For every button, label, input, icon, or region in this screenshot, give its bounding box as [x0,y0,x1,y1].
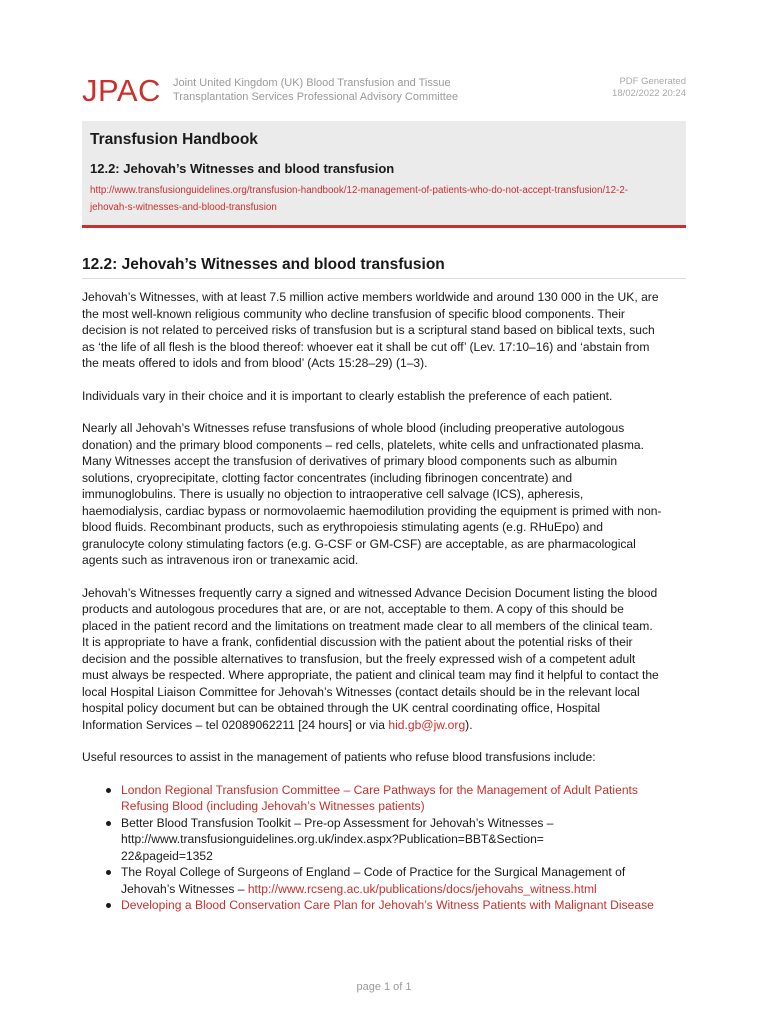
text-fragment: ). [465,717,473,732]
text-line: agents such as intravenous iron or tranexamic acid. [82,553,359,567]
resource-link-line[interactable]: London Regional Transfusion Committee – Care Pathways for the Management of Adult Patients [121,782,638,797]
text-line: Useful resources to assist in the management of patients who refuse blood transfusions include: [82,750,596,764]
org-line: Transplantation Services Professional Advisory Committee [173,91,459,103]
paragraph-5 [82,749,686,766]
generated-label: PDF Generated [619,76,686,87]
paragraph-2 [82,388,686,405]
text-line: Individuals vary in their choice and it is important to clearly establish the preference of each patient. [82,388,613,403]
text-line: decision and the possible alternatives to transfusion, but the freely expressed wish of a competent adult [82,651,636,666]
text-line: as ‘the life of all flesh is the blood thereof: whoever eat it shall be cut off’ (Lev. 17:10–16) and ‘abstain from [82,339,650,354]
resource-item-rcs-england [82,864,686,897]
page-number: page 1 of 1 [356,981,412,993]
text-line: Nearly all Jehovah’s Witnesses refuse transfusions of whole blood (including preoperative autologous [82,421,625,435]
chapter-subtitle: 12.2: Jehovah’s Witnesses and blood transfusion [90,161,395,176]
text-line: must always be respected. Where appropriate, the patient and clinical team may find it helpful to contact the [82,668,659,682]
generated-date: 18/02/2022 20:24 [612,87,686,99]
text-line: the meats offered to idols and from blood’ (Acts 15:28–29) (1–3). [82,356,428,370]
paragraph-3 [82,420,686,569]
text-line: the most well-known religious community who decline transfusion of specific blood components. Their [82,306,625,321]
text-fragment: Jehovah’s Witnesses – [121,881,248,896]
pdf-generated-info [612,76,686,99]
text-fragment: Information Services – tel 02089062211 [24 hours] or via [82,717,389,732]
organization-name [173,76,503,104]
page-header [82,72,686,112]
url-line[interactable]: jehovah-s-witnesses-and-blood-transfusion [90,201,277,213]
text-line: solutions, cryoprecipitate, clotting factor concentrates (including fibrinogen concentrate) and [82,470,573,485]
text-line: haemodialysis, cardiac bypass or normovolaemic haemodilution providing the equipment is primed with non- [82,503,662,518]
text-line: decision is not related to perceived risks of transfusion but is a scriptural stand based on biblical texts, such [82,323,655,337]
jpac-logo: JPAC [82,73,161,108]
resource-text-line: Better Blood Transfusion Toolkit – Pre-op Assessment for Jehovah’s Witnesses – [121,815,554,830]
email-link[interactable]: hid.gb@jw.org [388,717,466,732]
text-line: placed in the patient record and the limitations on treatment made clear to all members of the clinical team. [82,618,653,633]
text-line: immunoglobulins. There is usually no objection to intraoperative cell salvage (ICS), apheresis, [82,487,584,501]
text-line-with-email [82,717,686,734]
resource-item-bbt-toolkit [82,815,686,865]
text-line: hospital policy document but can be obtained through the UK central coordinating office, Hospital [82,701,601,715]
paragraph-1 [82,289,686,372]
text-line: blood fluids. Recombinant products, such as erythropoiesis stimulating agents (e.g. RHuEpo) and [82,520,603,534]
resource-link-line[interactable]: Developing a Blood Conservation Care Plan for Jehovah’s Witness Patients with Malignant Disease [121,898,654,912]
text-line: Many Witnesses accept the transfusion of derivatives of primary blood components such as albumin [82,454,618,468]
url-line[interactable]: http://www.transfusionguidelines.org/transfusion-handbook/12-management-of-patients-who-do-not-accept-transfusion/12-2- [90,185,629,196]
resource-text-line: 22&pageid=1352 [121,848,213,863]
resource-link-line[interactable]: Refusing Blood (including Jehovah’s Witnesses patients) [121,799,425,813]
text-line: local Hospital Liaison Committee for Jehovah’s Witnesses (contact details should be in the relevant local [82,684,640,699]
text-line: It is appropriate to have a frank, confidential discussion with the patient about the potential risks of their [82,635,633,649]
resource-text-line: http://www.transfusionguidelines.org.uk/index.aspx?Publication=BBT&Section= [121,832,544,846]
handbook-title-box [82,121,686,228]
paragraph-4 [82,585,686,734]
resource-text-line: The Royal College of Surgeons of England – Code of Practice for the Surgical Management of [121,865,626,879]
rcseng-link[interactable]: http://www.rcseng.ac.uk/publications/docs/jehovahs_witness.html [247,881,597,896]
text-line: Jehovah’s Witnesses frequently carry a signed and witnessed Advance Decision Document listing the blood [82,585,658,600]
text-line: donation) and the primary blood components – red cells, platelets, white cells and unfractionated plasma. [82,437,645,452]
text-line: Jehovah’s Witnesses, with at least 7.5 million active members worldwide and around 130 000 in the UK, are [82,290,659,304]
handbook-title: Transfusion Handbook [90,131,258,148]
resource-item-care-plan[interactable] [82,897,686,914]
org-line: Joint United Kingdom (UK) Blood Transfusion and Tissue [173,77,451,89]
resources-list [82,782,686,914]
text-line: products and autologous procedures that are, or are not, acceptable to them. A copy of this should be [82,602,624,616]
resource-item-london-rtc[interactable] [82,782,686,815]
article-body [82,289,686,914]
resource-text-line [121,881,686,898]
section-title: 12.2: Jehovah’s Witnesses and blood transfusion [82,256,686,279]
text-line: granulocyte colony stimulating factors (e.g. G-CSF or GM-CSF) are acceptable, as are pharmacological [82,536,636,551]
source-url-link[interactable] [90,183,680,216]
